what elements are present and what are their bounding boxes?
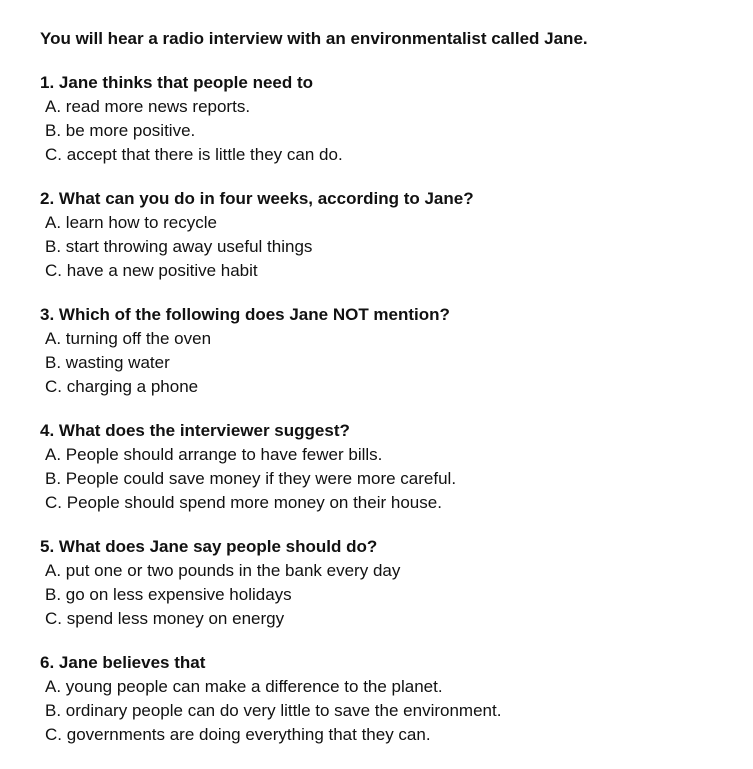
option-text: spend less money on energy — [66, 609, 285, 628]
option-3-b — [45, 351, 740, 375]
option-text: charging a phone — [66, 377, 199, 396]
option-1-b — [45, 119, 740, 143]
question-text: Jane thinks that people need to — [58, 73, 314, 92]
option-letter: B. — [45, 353, 62, 372]
option-5-b — [45, 583, 740, 607]
option-text: learn how to recycle — [65, 213, 217, 232]
option-letter: A. — [45, 561, 62, 580]
question-title — [40, 535, 740, 559]
option-2-b — [45, 235, 740, 259]
option-3-c — [45, 375, 740, 399]
option-list — [40, 675, 740, 747]
question-3 — [40, 303, 740, 399]
option-list — [40, 443, 740, 515]
question-title — [40, 651, 740, 675]
option-3-a — [45, 327, 740, 351]
option-letter: A. — [45, 97, 62, 116]
question-text: What does Jane say people should do? — [58, 537, 378, 556]
option-letter: C. — [45, 377, 62, 396]
option-1-a — [45, 95, 740, 119]
option-letter: A. — [45, 213, 62, 232]
option-4-b — [45, 467, 740, 491]
option-5-c — [45, 607, 740, 631]
option-letter: B. — [45, 585, 62, 604]
option-letter: B. — [45, 237, 62, 256]
option-4-c — [45, 491, 740, 515]
option-letter: B. — [45, 121, 62, 140]
option-letter: A. — [45, 329, 62, 348]
question-title — [40, 419, 740, 443]
question-number: 5. — [40, 537, 55, 556]
worksheet — [40, 27, 740, 767]
question-6 — [40, 651, 740, 747]
option-text: ordinary people can do very little to save the environment. — [65, 701, 502, 720]
question-title — [40, 303, 740, 327]
option-letter: C. — [45, 261, 62, 280]
question-title — [40, 71, 740, 95]
question-text: What can you do in four weeks, according to Jane? — [58, 189, 474, 208]
option-text: turning off the oven — [65, 329, 212, 348]
question-4 — [40, 419, 740, 515]
option-1-c — [45, 143, 740, 167]
option-text: accept that there is little they can do. — [66, 145, 343, 164]
question-number: 1. — [40, 73, 55, 92]
option-letter: B. — [45, 469, 62, 488]
option-2-c — [45, 259, 740, 283]
option-letter: C. — [45, 609, 62, 628]
instructions: You will hear a radio interview with an environmentalist called Jane. — [40, 29, 588, 48]
question-text: What does the interviewer suggest? — [58, 421, 350, 440]
question-number: 2. — [40, 189, 55, 208]
question-2 — [40, 187, 740, 283]
option-letter: A. — [45, 677, 62, 696]
option-text: be more positive. — [65, 121, 196, 140]
question-number: 4. — [40, 421, 55, 440]
option-text: wasting water — [65, 353, 170, 372]
option-letter: C. — [45, 725, 62, 744]
option-text: start throwing away useful things — [65, 237, 313, 256]
option-list — [40, 559, 740, 631]
option-2-a — [45, 211, 740, 235]
option-list — [40, 95, 740, 167]
option-text: read more news reports. — [65, 97, 251, 116]
option-text: governments are doing everything that they can. — [66, 725, 431, 744]
option-text: People should spend more money on their house. — [66, 493, 442, 512]
option-letter: A. — [45, 445, 62, 464]
option-text: have a new positive habit — [66, 261, 258, 280]
question-5 — [40, 535, 740, 631]
option-text: put one or two pounds in the bank every day — [65, 561, 401, 580]
question-number: 3. — [40, 305, 55, 324]
option-6-a — [45, 675, 740, 699]
option-6-b — [45, 699, 740, 723]
question-list — [40, 71, 740, 747]
question-title — [40, 187, 740, 211]
option-text: People should arrange to have fewer bills. — [65, 445, 383, 464]
option-6-c — [45, 723, 740, 747]
option-letter: B. — [45, 701, 62, 720]
option-letter: C. — [45, 145, 62, 164]
question-text: Jane believes that — [58, 653, 206, 672]
option-5-a — [45, 559, 740, 583]
option-letter: C. — [45, 493, 62, 512]
question-text: Which of the following does Jane NOT mention? — [58, 305, 450, 324]
question-1 — [40, 71, 740, 167]
question-number: 6. — [40, 653, 55, 672]
option-text: go on less expensive holidays — [65, 585, 292, 604]
option-text: young people can make a difference to the planet. — [65, 677, 443, 696]
option-list — [40, 211, 740, 283]
option-4-a — [45, 443, 740, 467]
option-list — [40, 327, 740, 399]
option-text: People could save money if they were more careful. — [65, 469, 457, 488]
